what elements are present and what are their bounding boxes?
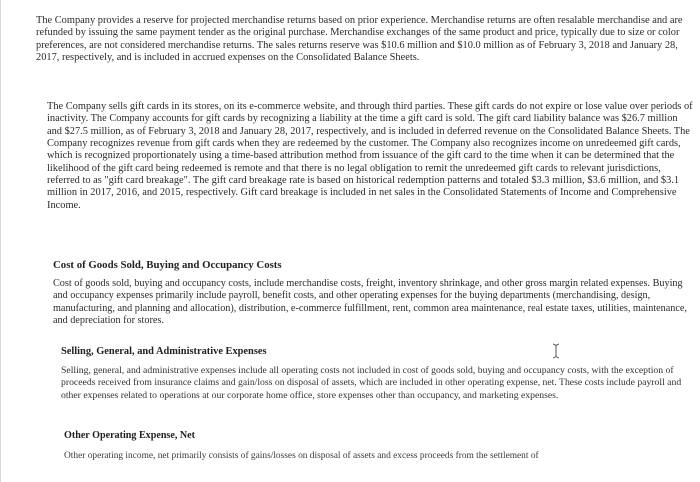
sga-paragraph: Selling, general, and administrative expenses include all operating costs not included in cost of goods sold, buying and occupancy costs, with the exception of proceeds received from insurance claims and gain/loss on disposal of assets, which are included in other operating expense, net. These costs include payroll and other expenses related to operations at our corporate home office, store expenses other than occupancy, and marketing expenses. — [61, 365, 682, 401]
text-cursor-icon — [551, 343, 561, 359]
other-operating-expense-heading: Other Operating Expense, Net — [64, 430, 196, 441]
cogs-paragraph: Cost of goods sold, buying and occupancy costs, include merchandise costs, freight, inventory shrinkage, and other gross margin related expenses. Buying and occupancy expenses primarily include payroll, benefit costs, and other operating expenses for the buying departments (merchandising, design, manufacturing, and planning and allocation), distribution, e-commerce fulfillment, rent, common area maintenance, real estate taxes, utilities, maintenance, and depreciation for stores. — [53, 278, 687, 326]
sga-heading: Selling, General, and Administrative Expenses — [61, 346, 267, 357]
returns-reserve-paragraph: The Company provides a reserve for projected merchandise returns based on prior experience. Merchandise returns are often resalable merchandise and are refunded by issuing the same payment tender as the original purchase. Merchandise exchanges of the same product and price, typically due to size or color preferences, are not considered merchandise returns. The sales returns reserve was $10.6 million and $10.0 million as of February 3, 2018 and January 28, 2017, respectively, and is included in accrued expenses on the Consolidated Balance Sheets. — [36, 15, 683, 64]
other-operating-expense-paragraph: Other operating income, net primarily consists of gains/losses on disposal of assets and excess proceeds from the settlement of — [64, 451, 539, 461]
cogs-heading: Cost of Goods Sold, Buying and Occupancy Costs — [53, 259, 282, 271]
gift-cards-paragraph: The Company sells gift cards in its stores, on its e-commerce website, and through third parties. These gift cards do not expire or lose value over periods of inactivity. The Company accounts for gift cards by recognizing a liability at the time a gift card is sold. The gift card liability balance was $26.7 million and $27.5 million, as of February 3, 2018 and January 28, 2017, respectively, and is included in deferred revenue on the Consolidated Balance Sheets. The Company recognizes revenue from gift cards when they are redeemed by the customer. The Company also recognizes income on unredeemed gift cards, which is recognized proportionately using a time-based attribution method from issuance of the gift card to the time when it can be determined that the likelihood of the gift card being redeemed is remote and that there is no legal obligation to remit the unredeemed gift cards to relevant jurisdictions, referred to as "gift card breakage". The gift card breakage rate is based on historical redemption patterns and totaled $3.3 million, $3.6 million, and $3.1 million in 2017, 2016, and 2015, respectively. Gift card breakage is included in net sales in the Consolidated Statements of Income and Comprehensive Income. — [47, 101, 693, 211]
